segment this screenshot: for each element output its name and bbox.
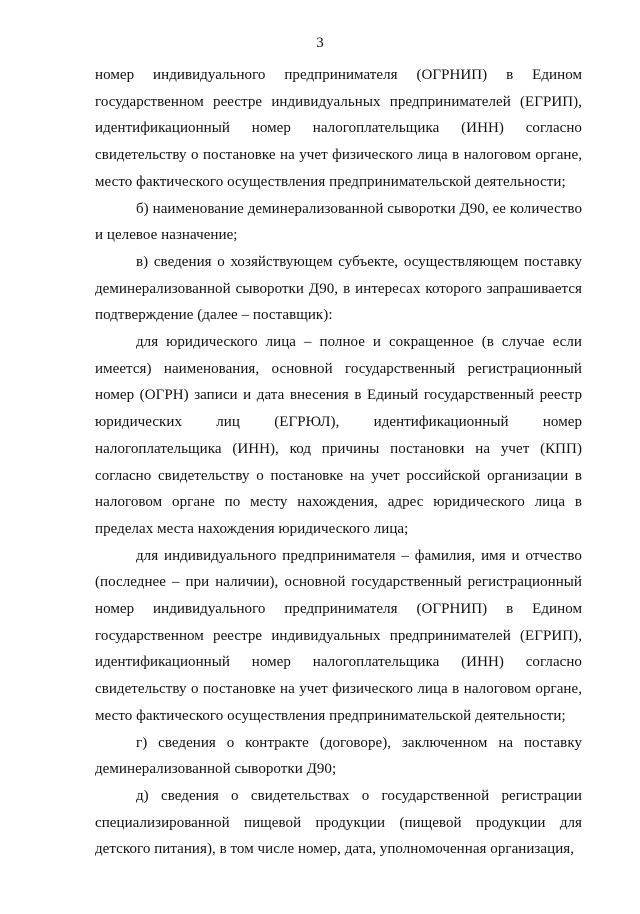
paragraph-item-v: в) сведения о хозяйствующем субъекте, осуществляющем поставку деминерализованной сыворотки Д90, в интересах которого запрашивается подтверждение (далее – поставщик):	[95, 253, 582, 324]
paragraph-individual-entrepreneur: для индивидуального предпринимателя – фамилия, имя и отчество (последнее – при наличии), основной государственный регистрационный номер индивидуального предпринимателя (ОГРНИП) в Едином государственном реестре индивидуальных предпринимателей (ЕГРИП), идентификационный номер налогоплательщика (ИНН) согласно свидетельству о постановке на учет физического лица в налоговом органе, место фактического осуществления предпринимательской деятельности;	[95, 547, 582, 724]
document-body	[95, 62, 582, 863]
page-number: 3	[316, 35, 324, 51]
paragraph-legal-entity: для юридического лица – полное и сокращенное (в случае если имеется) наименования, основной государственный регистрационный номер (ОГРН) записи и дата внесения в Единый государственный реестр юридических лиц (ЕГРЮЛ), идентификационный номер налогоплательщика (ИНН), код причины постановки на учет (КПП) согласно свидетельству о постановке на учет российской организации в налоговом органе по месту нахождения, адрес юридического лица в пределах места нахождения юридического лица;	[95, 334, 582, 537]
paragraph-item-g: г) сведения о контракте (договоре), заключенном на поставку деминерализованной сыворотки Д90;	[95, 734, 582, 778]
paragraph-continuation: номер индивидуального предпринимателя (ОГРНИП) в Едином государственном реестре индивидуальных предпринимателей (ЕГРИП), идентификационный номер налогоплательщика (ИНН) согласно свидетельству о постановке на учет физического лица в налоговом органе, место фактического осуществления предпринимательской деятельности;	[95, 67, 582, 190]
paragraph-item-d: д) сведения о свидетельствах о государственной регистрации специализированной пищевой продукции (пищевой продукции для детского питания), в том числе номер, дата, уполномоченная организация,	[95, 787, 582, 858]
paragraph-item-b: б) наименование деминерализованной сыворотки Д90, ее количество и целевое назначение;	[95, 200, 582, 244]
